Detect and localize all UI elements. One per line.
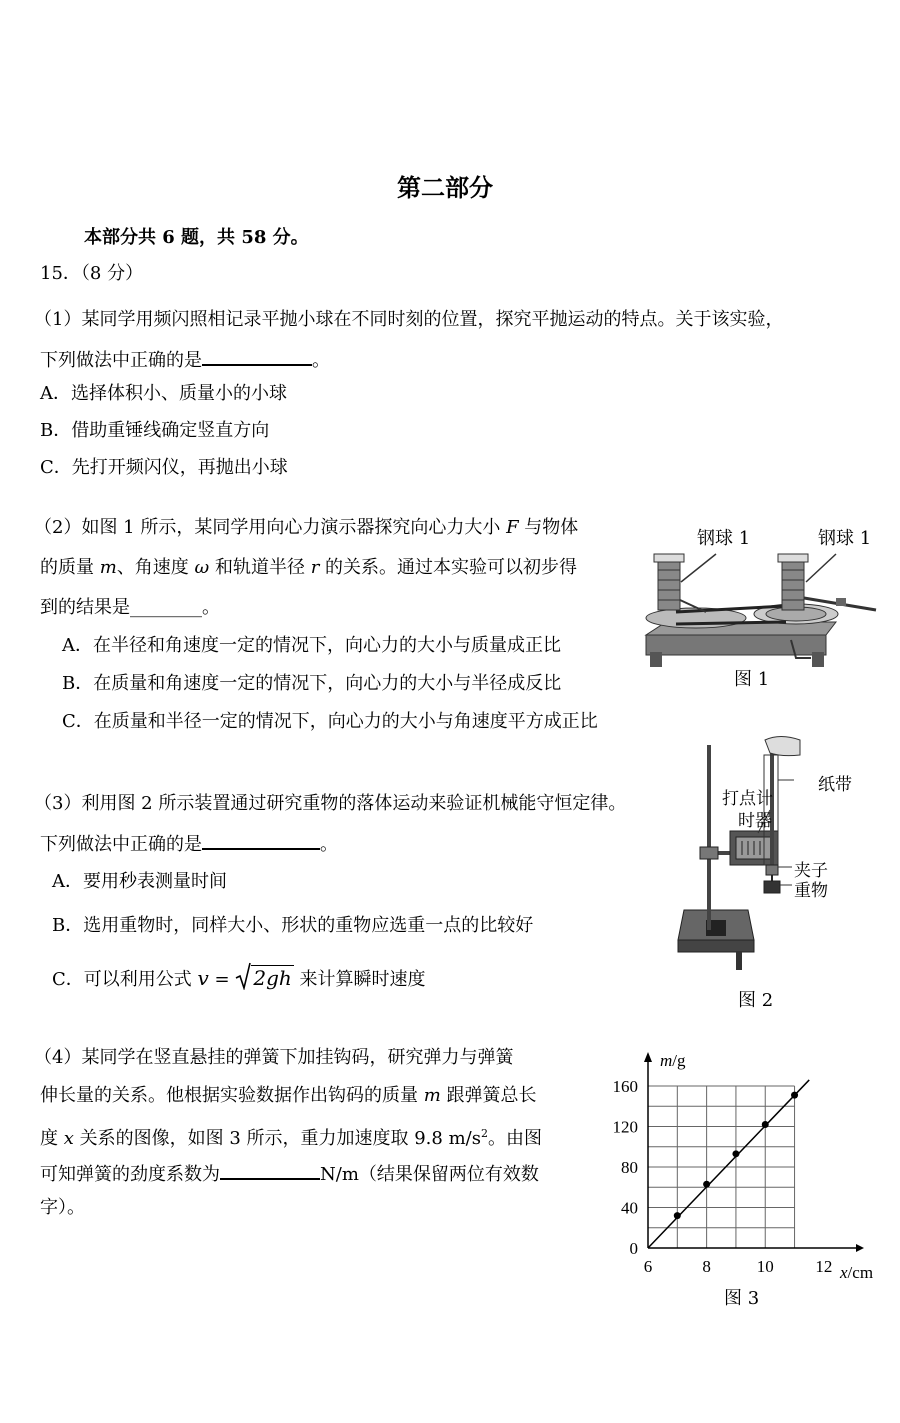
fit-line (648, 1080, 809, 1248)
x-tick-label: 6 (643, 1257, 653, 1276)
section-title: 第二部分 (397, 174, 493, 202)
p4-line1: （4）某同学在竖直悬挂的弹簧下加挂钩码，研究弹力与弹簧 (34, 1047, 514, 1068)
p2-line1 (34, 516, 578, 540)
sqrt-content: 2gh (253, 966, 292, 990)
p2-option-b: B．在质量和角速度一定的情况下，向心力的大小与半径成反比 (62, 673, 562, 694)
sqrt-expression (235, 966, 293, 992)
sqrt-sign-icon (235, 962, 251, 990)
p4-line3-a: 度 (40, 1128, 64, 1149)
fig2-label-timer-2: 时器 (738, 811, 772, 831)
p4-line3-c: 。由图 (487, 1128, 542, 1149)
p1-line2-end: 。 (312, 350, 330, 371)
p3-line2-text: 下列做法中正确的是 (40, 834, 202, 855)
p3-optc-b: 来计算瞬时速度 (293, 969, 426, 990)
y-tick-label: 0 (629, 1239, 638, 1258)
p1-option-b: B．借助重锤线确定竖直方向 (40, 420, 270, 441)
fig1-label-left: 钢球 1 (697, 528, 751, 549)
symbol-r: r (310, 557, 320, 578)
p4-line4-a: 可知弹簧的劲度系数为 (40, 1164, 220, 1185)
symbol-m: m (99, 557, 117, 578)
p4-line2-b: 跟弹簧总长 (440, 1085, 537, 1106)
fig3-caption: 图 3 (724, 1288, 760, 1309)
p2-line2-b: 、角速度 (116, 557, 195, 578)
p3-answer-blank[interactable] (202, 830, 320, 850)
y-tick-label: 40 (621, 1198, 638, 1218)
p3-option-c (52, 966, 426, 992)
fig2-label-weight: 重物 (794, 881, 828, 901)
p4-line4-b: N/m（结果保留两位有效数 (320, 1164, 539, 1185)
p3-line2 (40, 830, 338, 857)
y-axis-arrow-icon (644, 1052, 652, 1062)
p2-line2-a: 的质量 (40, 557, 100, 578)
question-number: 15．（8 分） (40, 263, 144, 284)
p4-line4 (40, 1160, 539, 1187)
x-axis-label: x/cm (840, 1263, 874, 1280)
p1-option-a: A．选择体积小、质量小的小球 (40, 383, 287, 404)
p2-option-c: C．在质量和半径一定的情况下，向心力的大小与角速度平方成正比 (62, 711, 598, 732)
data-point (762, 1121, 769, 1128)
p4-line3-b: 关系的图像，如图 3 所示，重力加速度取 9.8 m/s (73, 1128, 481, 1149)
p3-option-a: A．要用秒表测量时间 (52, 871, 227, 892)
x-tick-label: 8 (702, 1257, 711, 1276)
data-point (732, 1150, 739, 1157)
symbol-m-2: m (423, 1085, 441, 1106)
fig3-chart (600, 1040, 890, 1280)
p1-line2-text: 下列做法中正确的是 (40, 350, 202, 371)
p3-optc-eq: = (208, 969, 236, 990)
p4-line3 (40, 1122, 542, 1151)
fig2-label-timer-1: 打点计 (722, 789, 773, 809)
p2-line2 (40, 556, 577, 580)
p3-option-b: B．选用重物时，同样大小、形状的重物应选重一点的比较好 (52, 915, 534, 936)
p2-option-a: A．在半径和角速度一定的情况下，向心力的大小与质量成正比 (62, 635, 561, 656)
p4-line5: 字）。 (40, 1197, 85, 1218)
fig1-caption: 图 1 (734, 669, 770, 690)
p4-line2-a: 伸长量的关系。他根据实验数据作出钩码的质量 (40, 1085, 424, 1106)
fig2-label-clip: 夹子 (794, 861, 828, 881)
p4-line2 (40, 1084, 537, 1108)
y-tick-label: 80 (621, 1158, 638, 1177)
superscript-2: 2 (480, 1127, 488, 1140)
x-tick-label: 12 (815, 1257, 833, 1276)
data-point (791, 1092, 798, 1099)
y-tick-label: 120 (612, 1117, 638, 1137)
p1-line2 (40, 346, 330, 373)
x-axis-arrow-icon (856, 1244, 864, 1252)
p1-option-c: C．先打开频闪仪，再抛出小球 (40, 457, 288, 478)
p1-line1: （1）某同学用频闪照相记录平抛小球在不同时刻的位置，探究平抛运动的特点。关于该实验， (34, 309, 784, 330)
data-point (674, 1212, 681, 1219)
p3-line1: （3）利用图 2 所示装置通过研究重物的落体运动来验证机械能守恒定律。 (34, 793, 627, 814)
fig1-apparatus (636, 540, 886, 670)
p2-line2-d: 的关系。通过本实验可以初步得 (319, 557, 578, 578)
y-tick-label: 160 (612, 1077, 638, 1096)
symbol-omega: ω (194, 557, 210, 578)
p3-optc-a: C．可以利用公式 (52, 969, 198, 990)
x-tick-label: 10 (756, 1257, 774, 1276)
p2-line1-a: （2）如图 1 所示，某同学用向心力演示器探究向心力大小 (34, 517, 507, 538)
symbol-F: F (506, 517, 519, 538)
symbol-v: v (197, 966, 209, 990)
fig1-label-right: 钢球 1 (818, 528, 872, 549)
fig2-label-tape: 纸带 (818, 775, 852, 795)
fig2-caption: 图 2 (738, 990, 774, 1011)
p4-answer-blank[interactable] (220, 1160, 320, 1180)
p1-answer-blank[interactable] (202, 346, 312, 366)
y-axis-label: m/g (660, 1051, 686, 1070)
p3-line2-end: 。 (320, 834, 338, 855)
p2-line3: 到的结果是________。 (40, 597, 220, 618)
data-point (703, 1181, 710, 1188)
p2-line1-b: 与物体 (518, 517, 579, 538)
section-intro: 本部分共 6 题，共 58 分。 (84, 227, 309, 248)
p2-line2-c: 和轨道半径 (209, 557, 311, 578)
symbol-x: x (63, 1128, 74, 1149)
